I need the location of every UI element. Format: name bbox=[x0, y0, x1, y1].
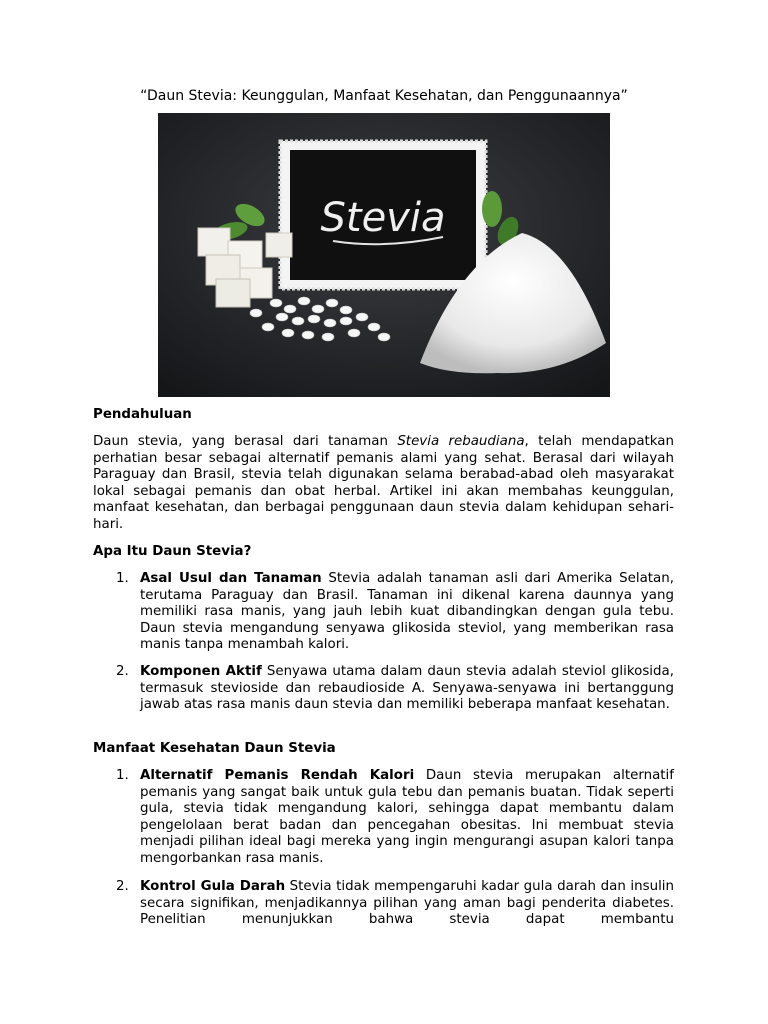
heading-manfaat: Manfaat Kesehatan Daun Stevia bbox=[93, 741, 336, 756]
heading-apa-itu: Apa Itu Daun Stevia? bbox=[93, 544, 252, 559]
document-title: “Daun Stevia: Keunggulan, Manfaat Kesehatan, dan Penggunaannya” bbox=[140, 88, 628, 104]
list-item: 1. Alternatif Pemanis Rendah Kalori Daun stevia merupakan alternatif pemanis yang sangat baik untuk gula tebu dan pemanis buatan. Tidak seperti gula, stevia tidak mengandung kalori, sehingga dapat membantu dalam pengelolaan berat badan dan pencegahan obesitas. Ini membuat stevia menjadi pilihan ideal bagi mereka yang ingin mengurangi asupan kalori tanpa mengorbankan rasa manis. bbox=[116, 768, 674, 866]
intro-paragraph: Daun stevia, yang berasal dari tanaman Stevia rebaudiana, telah mendapatkan perhatian besar sebagai alternatif pemanis alami yang sehat. Berasal dari wilayah Paraguay dan Brasil, stevia telah digunakan selama berabad-abad oleh masyarakat lokal sebagai pemanis dan obat herbal. Artikel ini akan membahas keunggulan, manfaat kesehatan, dan berbagai penggunaan daun stevia dalam kehidupan sehari-hari. bbox=[93, 434, 674, 532]
species-name: Stevia rebaudiana bbox=[397, 434, 525, 449]
list-item: 2. Kontrol Gula Darah Stevia tidak mempengaruhi kadar gula darah dan insulin secara signifikan, menjadikannya pilihan yang aman bagi penderita diabetes. Penelitian menunjukkan bahwa stevia dapat membantu bbox=[116, 879, 674, 927]
stevia-photo bbox=[158, 113, 610, 397]
heading-pendahuluan: Pendahuluan bbox=[93, 407, 192, 422]
chalkboard-label: Stevia bbox=[320, 195, 446, 241]
list-item: 2. Komponen Aktif Senyawa utama dalam daun stevia adalah steviol glikosida, termasuk stevioside dan rebaudioside A. Senyawa-senyawa ini bertanggung jawab atas rasa manis daun stevia dan memiliki beberapa manfaat kesehatan. bbox=[116, 664, 674, 712]
list-item: 1. Asal Usul dan Tanaman Stevia adalah tanaman asli dari Amerika Selatan, terutama Paraguay dan Brasil. Tanaman ini dikenal karena daunnya yang memiliki rasa manis, yang jauh lebih kuat dibandingkan dengan gula tebu. Daun stevia mengandung senyawa glikosida steviol, yang memberikan rasa manis tanpa menambah kalori. bbox=[116, 571, 675, 652]
